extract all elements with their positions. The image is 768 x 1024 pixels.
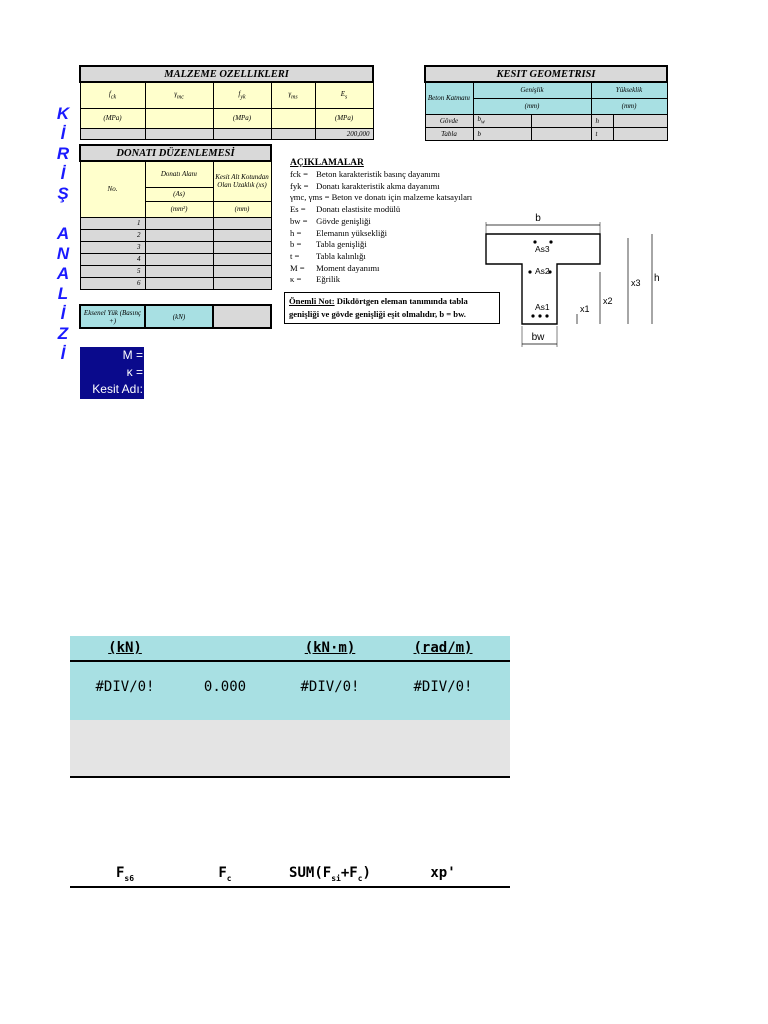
explanation-item (290, 228, 490, 240)
as1-bar-1 (531, 314, 534, 317)
title-letter: K (56, 104, 70, 123)
explanation-value: Beton karakteristik basınç dayanımı (316, 169, 441, 179)
no-header: No. (80, 161, 145, 217)
footer-fs6: $F_{s6}$ (115, 865, 135, 883)
b-symbol: b (473, 127, 531, 140)
es-header: $E_s$ (315, 82, 373, 108)
explanation-key: γmc, γms = (290, 192, 330, 203)
width-unit: (mm) (473, 98, 591, 114)
es-unit: (MPa) (315, 108, 373, 128)
explanation-item (290, 204, 490, 216)
explanation-item (290, 192, 490, 204)
rebar-row (80, 229, 271, 241)
unit-radm: (rad/m) (413, 640, 473, 656)
explanation-value: Moment dayanımı (316, 262, 380, 273)
as1-bar-2 (538, 314, 541, 317)
rebar-dist-input[interactable] (213, 217, 271, 229)
as1-label: As1 (535, 302, 550, 312)
width-header: Genişlik (473, 82, 591, 98)
b-input[interactable] (531, 127, 591, 140)
dist-header: Kesit Alt Kotundan Olan Uzaklık (xs) (213, 161, 271, 201)
title-letter (55, 204, 71, 224)
explanation-key: fyk = (290, 180, 309, 191)
fck-input[interactable] (80, 128, 145, 139)
area-header: Donatı Alanı (145, 161, 213, 187)
rebar-row (80, 265, 271, 277)
results-footer (70, 862, 510, 888)
tabla-label: Tabla (425, 127, 473, 140)
t-symbol: t (591, 127, 613, 140)
explanation-item (290, 251, 490, 263)
fyk-header: $f_{yk}$ (213, 82, 271, 108)
section-name-label[interactable]: Kesit Adı: (92, 382, 143, 396)
explanation-key: fck = (290, 169, 308, 179)
results-band (70, 636, 510, 720)
height-unit: (mm) (591, 98, 667, 114)
rebar-area-input[interactable] (145, 229, 213, 241)
title-letter: İ (60, 344, 66, 363)
explanation-key: κ = (290, 274, 302, 285)
x3-label: x3 (631, 278, 641, 288)
note-label: Önemli Not: (289, 296, 335, 306)
axial-table (79, 304, 272, 329)
explanation-value: Elemanın yüksekliği (316, 227, 388, 238)
rebar-no: 2 (80, 229, 145, 241)
rebar-area-input[interactable] (145, 253, 213, 265)
rebar-row (80, 253, 271, 265)
as3-label: As3 (535, 244, 550, 254)
geometry-title: KESIT GEOMETRISI (425, 66, 667, 82)
explanation-item (290, 216, 490, 228)
unit-kn: (kN) (108, 640, 142, 656)
rebar-table (79, 144, 272, 290)
gmc-input[interactable] (145, 128, 213, 139)
rebar-title: DONATI DÜZENLEMESİ (80, 145, 271, 161)
area-unit: (mm²) (145, 201, 213, 217)
rebar-area-input[interactable] (145, 217, 213, 229)
layer-header: Beton Katmanı (425, 82, 473, 114)
footer-fc: $F_c$ (218, 865, 232, 883)
title-letter: İ (60, 164, 66, 183)
explanation-item (290, 263, 490, 275)
explanation-item (290, 181, 490, 193)
title-letter: İ (60, 124, 66, 143)
rebar-row (80, 277, 271, 289)
gmc-unit (145, 108, 213, 128)
explanation-key: h = (290, 227, 302, 238)
h-symbol: h (591, 114, 613, 127)
rebar-no: 4 (80, 253, 145, 265)
title-letter: A (56, 224, 70, 243)
fyk-input[interactable] (213, 128, 271, 139)
dist-unit: (mm) (213, 201, 271, 217)
geometry-table (424, 65, 668, 141)
unit-knm: (kN·m) (304, 640, 356, 656)
title-letter: Z (57, 324, 69, 343)
result-value-4: #DIV/0! (413, 679, 473, 695)
rebar-row (80, 241, 271, 253)
explanation-value: Eğrilik (316, 274, 341, 285)
result-value-1: #DIV/0! (95, 679, 155, 695)
footer-sum: $SUM(F_{si}+F_c)$ (289, 865, 371, 883)
as2-bar-left (528, 270, 531, 273)
gmc-header: $\gamma_{mc}$ (145, 82, 213, 108)
gms-input[interactable] (271, 128, 315, 139)
bw-label: bw (531, 332, 545, 343)
result-value-2: 0.000 (203, 679, 247, 695)
moment-label: M = (122, 348, 143, 362)
es-value[interactable]: 200,000 (315, 128, 373, 139)
results-divider-bottom (70, 886, 510, 888)
results-gray-band (70, 720, 510, 776)
x1-label: x1 (580, 304, 590, 314)
title-letter: İ (60, 304, 66, 323)
title-letter: L (57, 284, 69, 303)
rebar-no: 6 (80, 277, 145, 289)
h-label: h (654, 273, 660, 284)
explanation-key: M = (290, 262, 305, 273)
fyk-unit: (MPa) (213, 108, 271, 128)
explanation-item (290, 274, 490, 286)
axial-input[interactable] (213, 305, 271, 328)
result-box (80, 347, 144, 399)
rebar-no: 3 (80, 241, 145, 253)
rebar-row (80, 217, 271, 229)
rebar-dist-input[interactable] (213, 241, 271, 253)
explanation-value: Tabla genişliği (316, 239, 367, 250)
title-letter: Ş (57, 184, 69, 203)
explanation-value: Donatı karakteristik akma dayanımı (316, 180, 440, 191)
vertical-title (55, 104, 71, 364)
rebar-dist-input[interactable] (213, 277, 271, 289)
as1-bar-3 (545, 314, 548, 317)
area-symbol: (As) (145, 187, 213, 201)
explanation-key: t = (290, 250, 300, 261)
material-title: MALZEME OZELLIKLERI (80, 66, 373, 82)
rebar-area-input[interactable] (145, 277, 213, 289)
as2-label: As2 (535, 266, 550, 276)
note-text-1: Dikdörtgen eleman tanımında tabla (336, 296, 468, 306)
b-label: b (535, 213, 541, 224)
title-letter: R (56, 144, 70, 163)
t-input[interactable] (613, 127, 667, 140)
as3-bar-right (549, 240, 552, 243)
result-value-3: #DIV/0! (300, 679, 360, 695)
material-table (79, 65, 374, 140)
rebar-area-input[interactable] (145, 265, 213, 277)
t-section-diagram (480, 208, 670, 348)
footer-xp: xp' (430, 865, 456, 881)
explanation-value: Gövde genişliği (316, 215, 371, 226)
explanation-key: Es = (290, 204, 306, 215)
govde-label: Gövde (425, 114, 473, 127)
rebar-dist-input[interactable] (213, 253, 271, 265)
explanation-value: Donatı elastisite modülü (316, 204, 401, 215)
title-letter: A (56, 264, 70, 283)
rebar-no: 5 (80, 265, 145, 277)
important-note (284, 292, 500, 324)
explanation-key: b = (290, 239, 302, 250)
fck-unit: (MPa) (80, 108, 145, 128)
explanations-title: AÇIKLAMALAR (290, 158, 364, 168)
bw-symbol: $b_w$ (473, 114, 531, 127)
explanation-key: bw = (290, 215, 308, 226)
fck-header: $f_{ck}$ (80, 82, 145, 108)
h-input[interactable] (613, 114, 667, 127)
explanation-item (290, 239, 490, 251)
explanation-item (290, 169, 490, 181)
explanation-value: Beton ve donatı için malzeme katsayıları (331, 192, 473, 203)
x2-label: x2 (603, 296, 613, 306)
curvature-label: κ = (126, 365, 143, 379)
note-text-2: genişliği ve gövde genişliği eşit olmalıdır, b = bw. (289, 309, 466, 319)
rebar-no: 1 (80, 217, 145, 229)
height-header: Yükseklik (591, 82, 667, 98)
title-letter: N (56, 244, 70, 263)
gms-header: $\gamma_{ms}$ (271, 82, 315, 108)
axial-label: Eksenel Yük (Basınç +) (80, 305, 145, 328)
rebar-dist-input[interactable] (213, 229, 271, 241)
explanation-value: Tabla kalınlığı (316, 250, 366, 261)
gms-unit (271, 108, 315, 128)
bw-input[interactable] (531, 114, 591, 127)
rebar-dist-input[interactable] (213, 265, 271, 277)
axial-unit: (kN) (145, 305, 213, 328)
results-divider-mid (70, 776, 510, 778)
explanations (290, 157, 490, 286)
rebar-area-input[interactable] (145, 241, 213, 253)
results-divider-top (70, 660, 510, 662)
